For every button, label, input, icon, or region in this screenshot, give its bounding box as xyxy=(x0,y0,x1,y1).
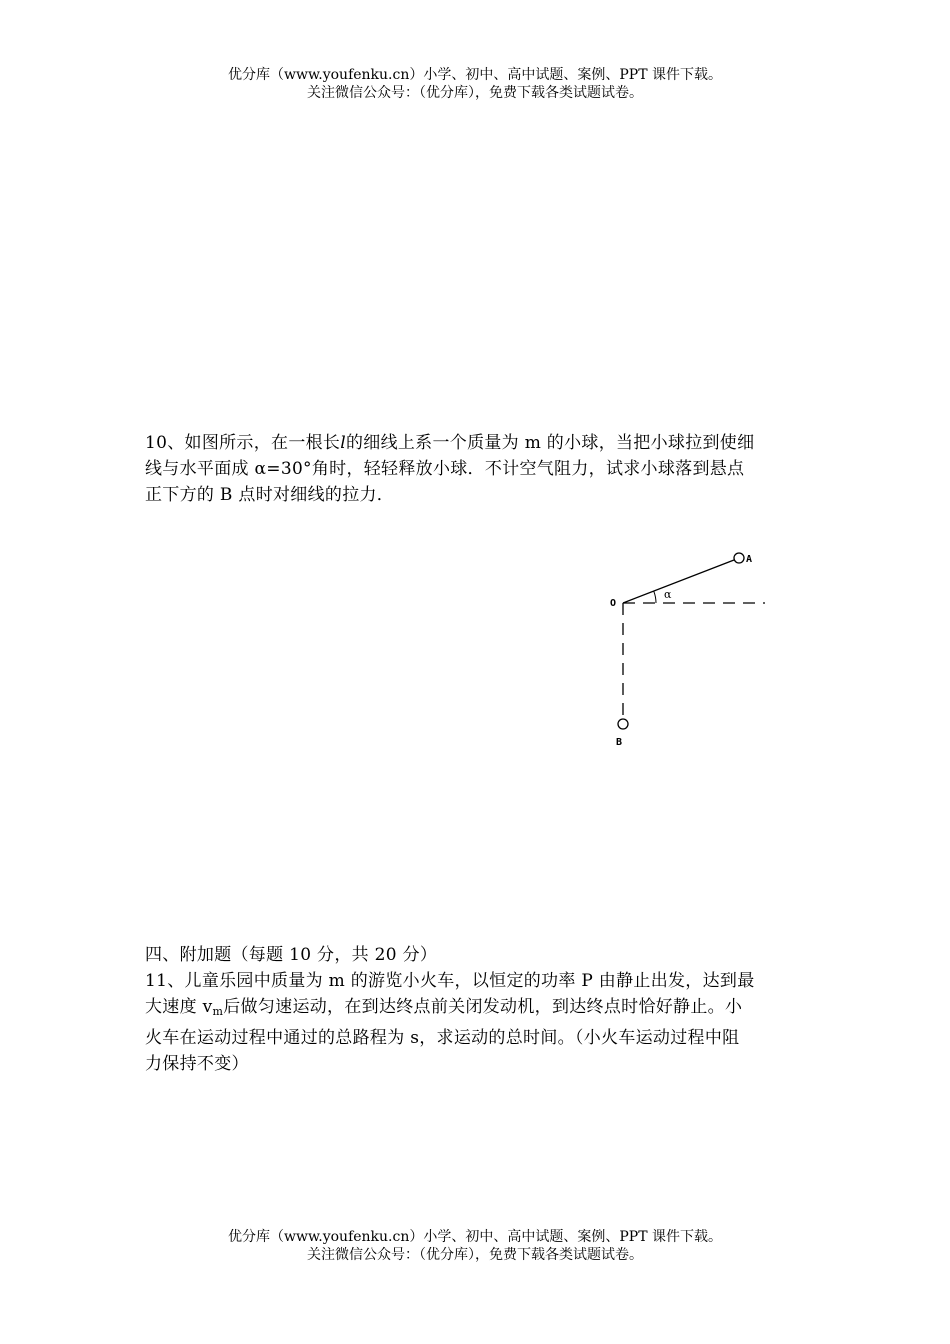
question-11 xyxy=(145,968,815,1077)
length-symbol: l xyxy=(340,433,346,453)
question-11-line-3: 火车在运动过程中通过的总路程为 s，求运动的总时间。（小火车运动过程中阻 xyxy=(145,1028,740,1048)
page-footer xyxy=(0,1228,950,1264)
pendulum-figure xyxy=(600,545,780,755)
question-11-line-2: 大速度 $v_m$后做匀速运动，在到达终点前关闭发动机，到达终点时恰好静止。小 xyxy=(145,997,743,1018)
label-a: A xyxy=(746,554,753,565)
section-4-heading xyxy=(145,942,815,968)
ball-b xyxy=(618,719,628,729)
question-10-line-3: 正下方的 B 点时对细线的拉力． xyxy=(145,485,395,505)
question-11-line-4: 力保持不变） xyxy=(145,1054,249,1074)
label-b: B xyxy=(616,737,623,748)
ball-a xyxy=(734,553,744,563)
question-11-line-1: 11、儿童乐园中质量为 m 的游览小火车，以恒定的功率 P 由静止出发，达到最 xyxy=(145,971,755,991)
section-4-title: 四、附加题（每题 10 分，共 20 分） xyxy=(145,945,438,965)
label-o: O xyxy=(610,598,617,609)
footer-line-2: 关注微信公众号：（优分库），免费下载各类试题试卷。 xyxy=(307,1247,643,1263)
header-line-2: 关注微信公众号：（优分库），免费下载各类试题试卷。 xyxy=(307,85,643,101)
question-10-line-1: 10、如图所示，在一根长l的细线上系一个质量为 m 的小球，当把小球拉到使细 xyxy=(145,433,755,453)
question-10-line-2: 线与水平面成 α=30°角时，轻轻释放小球．不计空气阻力，试求小球落到悬点 xyxy=(145,459,745,479)
header-line-1: 优分库（www.youfenku.cn）小学、初中、高中试题、案例、PPT 课件下载。 xyxy=(227,67,722,83)
page-header xyxy=(0,66,950,102)
velocity-subscript: m xyxy=(212,1005,224,1018)
angle-arc xyxy=(654,591,656,603)
string-o-to-a xyxy=(623,560,734,603)
footer-line-1: 优分库（www.youfenku.cn）小学、初中、高中试题、案例、PPT 课件下载。 xyxy=(227,1229,722,1245)
question-10 xyxy=(145,430,815,508)
angle-label: α xyxy=(664,588,672,601)
